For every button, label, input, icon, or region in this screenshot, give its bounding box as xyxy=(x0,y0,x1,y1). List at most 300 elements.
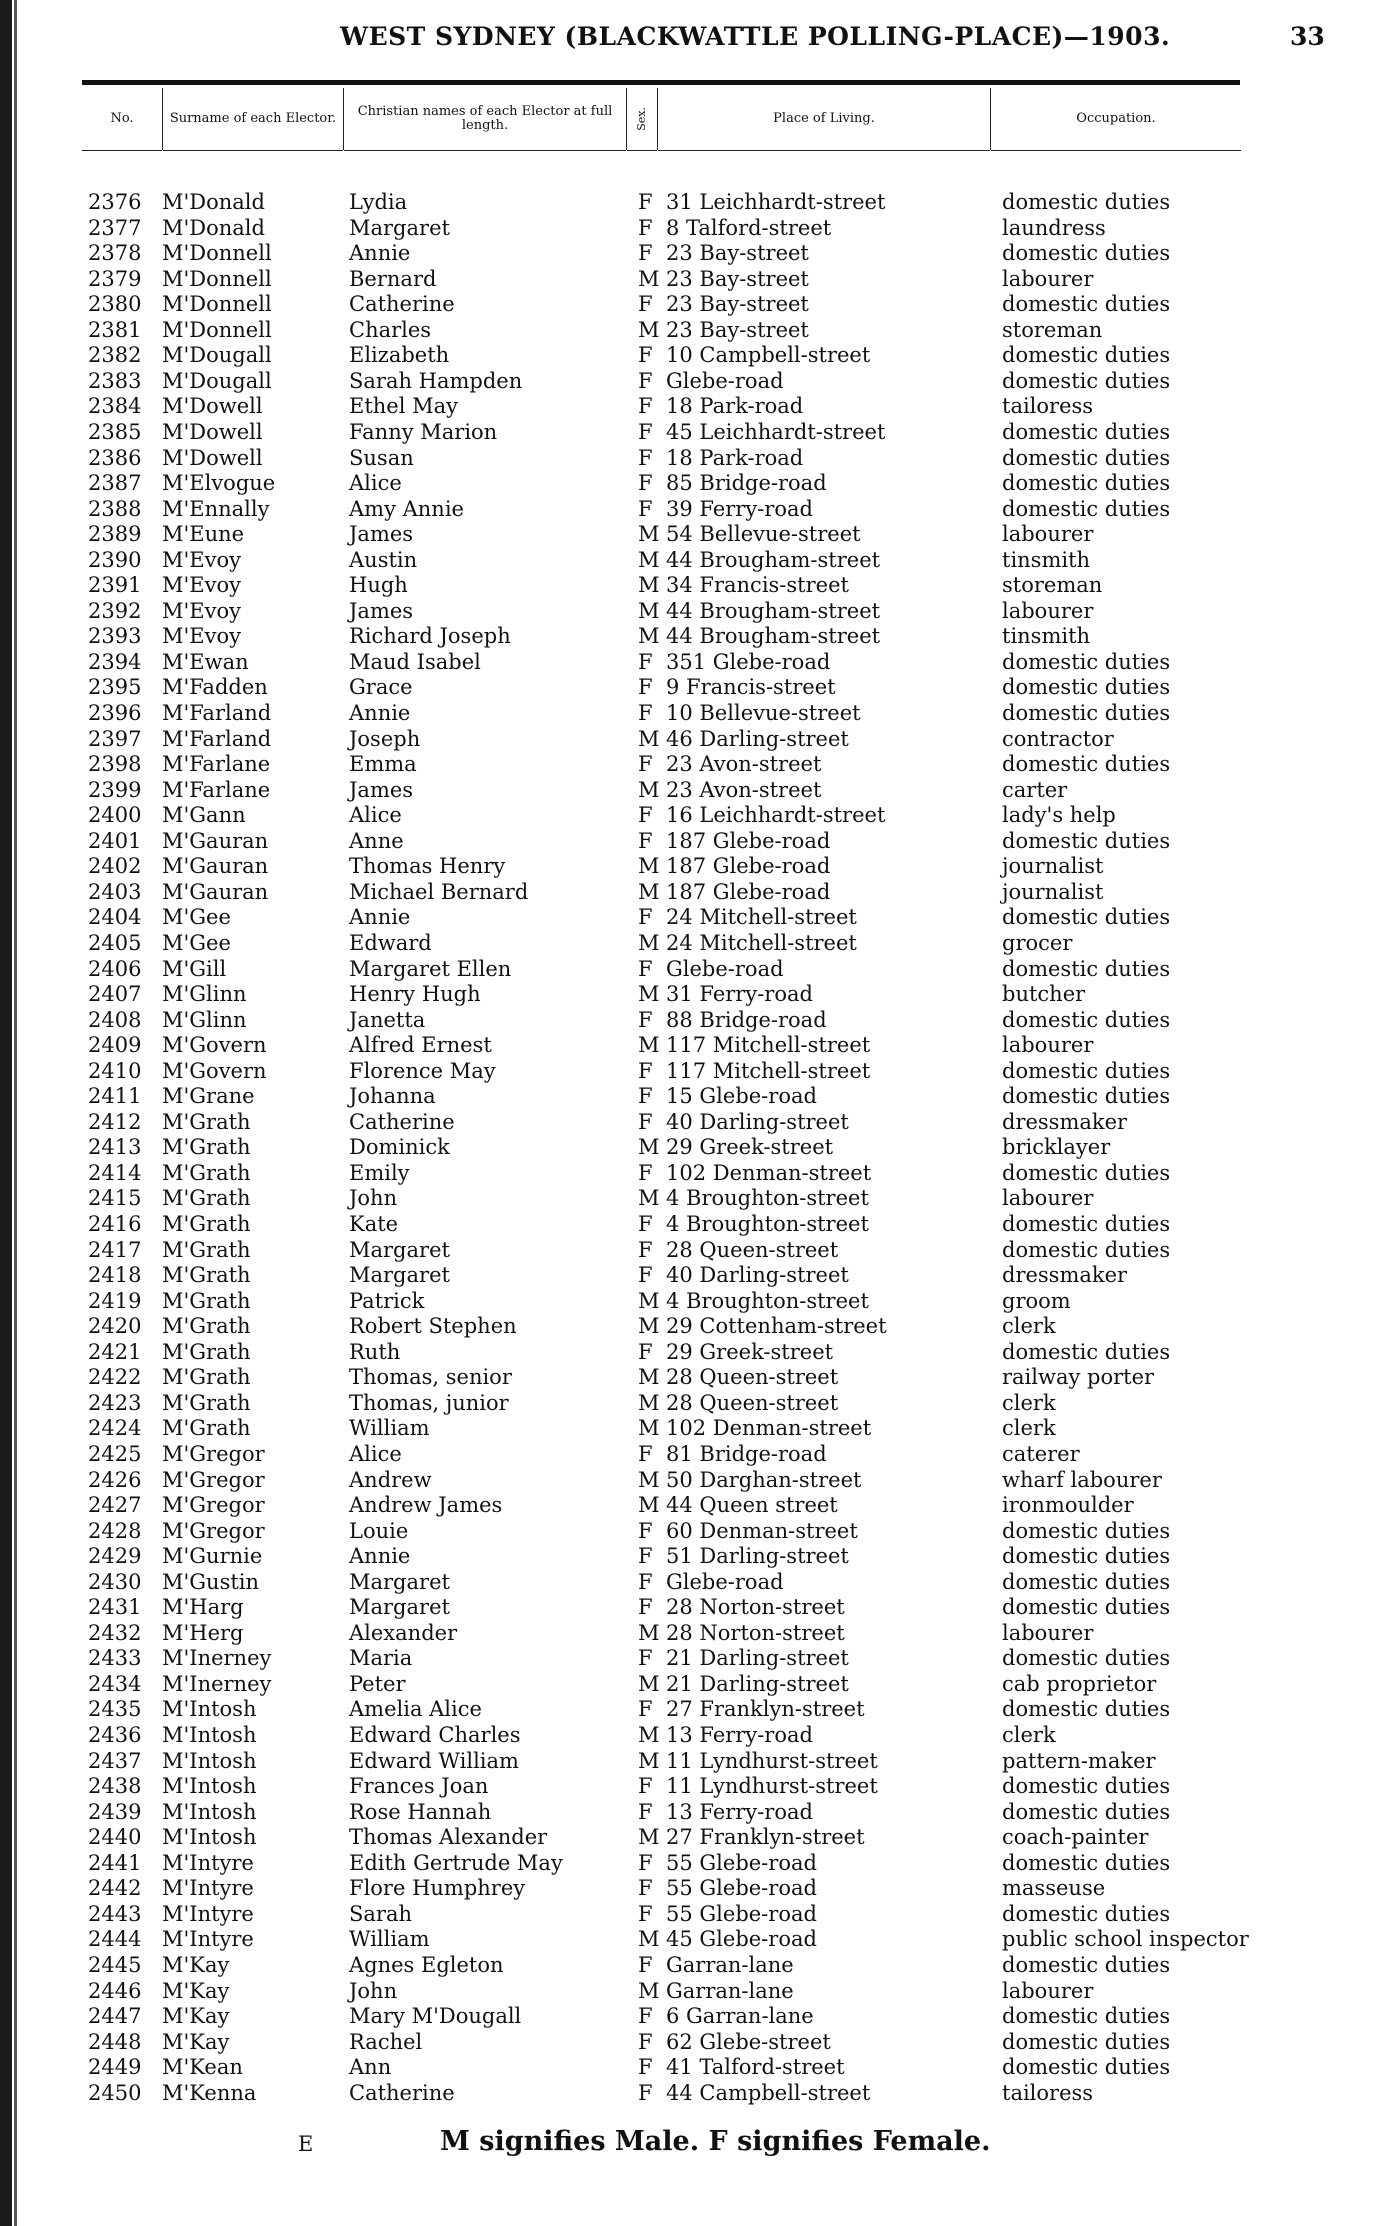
elector-place: 8 Talford-street xyxy=(666,215,832,240)
elector-sex: M xyxy=(638,1288,660,1313)
elector-place: 29 Greek-street xyxy=(666,1339,834,1364)
elector-christian-names: Annie xyxy=(349,1544,411,1569)
elector-sex: F xyxy=(638,905,653,930)
elector-place: 187 Glebe-road xyxy=(666,879,831,904)
elector-sex: F xyxy=(638,1569,653,1594)
elector-row xyxy=(0,1212,1382,1238)
elector-row xyxy=(0,1365,1382,1391)
elector-number: 2418 xyxy=(88,1263,142,1288)
elector-occupation: domestic duties xyxy=(1002,1237,1171,1262)
elector-surname: M'Evoy xyxy=(162,598,241,623)
elector-occupation: lady's help xyxy=(1002,803,1116,828)
elector-christian-names: Austin xyxy=(349,547,418,572)
elector-row xyxy=(0,1979,1382,2005)
elector-row xyxy=(0,2030,1382,2056)
elector-occupation: domestic duties xyxy=(1002,1774,1171,1799)
elector-christian-names: Elizabeth xyxy=(349,343,450,368)
elector-surname: M'Intosh xyxy=(162,1723,257,1747)
elector-christian-names: Bernard xyxy=(349,266,437,291)
elector-christian-names: Joseph xyxy=(349,726,421,751)
elector-surname: M'Grath xyxy=(162,1135,251,1160)
elector-sex: F xyxy=(638,1799,653,1824)
elector-place: 9 Francis-street xyxy=(666,675,836,700)
elector-occupation: journalist xyxy=(1002,854,1104,879)
elector-surname: M'Eune xyxy=(162,522,245,547)
elector-place: 23 Avon-street xyxy=(666,777,822,802)
elector-occupation: domestic duties xyxy=(1002,368,1171,393)
elector-surname: M'Dowell xyxy=(162,445,263,470)
elector-occupation: contractor xyxy=(1002,726,1114,751)
elector-sex: M xyxy=(638,879,660,904)
elector-occupation: labourer xyxy=(1002,1186,1094,1211)
elector-place: 85 Bridge-road xyxy=(666,471,827,496)
elector-number: 2396 xyxy=(88,701,142,725)
elector-surname: M'Intyre xyxy=(162,1850,254,1875)
elector-place: 21 Darling-street xyxy=(666,1646,849,1671)
elector-surname: M'Grane xyxy=(162,1084,255,1109)
elector-place: 351 Glebe-road xyxy=(666,649,831,674)
elector-surname: M'Intyre xyxy=(162,1901,254,1926)
elector-sex: M xyxy=(638,1365,660,1390)
elector-occupation: domestic duties xyxy=(1002,1160,1171,1185)
elector-christian-names: Sarah Hampden xyxy=(349,368,523,393)
elector-sex: F xyxy=(638,471,653,496)
elector-place: 29 Cottenham-street xyxy=(666,1314,887,1339)
col-header-surname: Surname of each Elector. xyxy=(163,88,343,151)
elector-row xyxy=(0,446,1382,472)
elector-sex: M xyxy=(638,317,660,342)
elector-surname: M'Grath xyxy=(162,1109,251,1134)
elector-occupation: tinsmith xyxy=(1002,547,1091,572)
elector-place: 44 Campbell-street xyxy=(666,2080,871,2105)
elector-number: 2446 xyxy=(88,1978,142,2003)
elector-christian-names: Maud Isabel xyxy=(349,649,481,674)
elector-row xyxy=(0,471,1382,497)
elector-surname: M'Inerney xyxy=(162,1671,272,1696)
elector-place: 27 Franklyn-street xyxy=(666,1697,865,1722)
elector-number: 2439 xyxy=(88,1799,142,1824)
elector-row xyxy=(0,343,1382,369)
elector-row xyxy=(0,1646,1382,1672)
elector-place: 62 Glebe-street xyxy=(666,2029,831,2054)
elector-place: 187 Glebe-road xyxy=(666,854,831,879)
elector-sex: M xyxy=(638,266,660,291)
elector-occupation: domestic duties xyxy=(1002,905,1171,930)
elector-place: 31 Ferry-road xyxy=(666,982,813,1007)
elector-row xyxy=(0,1493,1382,1519)
elector-christian-names: Alice xyxy=(349,1441,402,1466)
elector-number: 2428 xyxy=(88,1518,142,1543)
elector-surname: M'Donald xyxy=(162,215,265,240)
elector-number: 2395 xyxy=(88,675,142,700)
elector-place: 39 Ferry-road xyxy=(666,496,813,521)
elector-occupation: groom xyxy=(1002,1288,1071,1313)
elector-surname: M'Harg xyxy=(162,1595,244,1620)
elector-christian-names: John xyxy=(349,1186,398,1211)
elector-place: 27 Franklyn-street xyxy=(666,1825,865,1850)
elector-occupation: dressmaker xyxy=(1002,1263,1128,1288)
elector-christian-names: Ethel May xyxy=(349,394,458,419)
elector-row xyxy=(0,1186,1382,1212)
elector-place: 4 Broughton-street xyxy=(666,1186,869,1211)
elector-row xyxy=(0,573,1382,599)
elector-row xyxy=(0,292,1382,318)
elector-number: 2449 xyxy=(88,2055,142,2080)
elector-row xyxy=(0,1519,1382,1545)
elector-number: 2397 xyxy=(88,726,142,751)
elector-surname: M'Grath xyxy=(162,1263,251,1288)
elector-christian-names: Grace xyxy=(349,675,413,700)
elector-occupation: clerk xyxy=(1002,1723,1056,1747)
elector-christian-names: Annie xyxy=(349,701,411,725)
elector-place: 10 Campbell-street xyxy=(666,343,871,368)
elector-occupation: wharf labourer xyxy=(1002,1467,1162,1492)
elector-row xyxy=(0,1749,1382,1775)
elector-row xyxy=(0,1621,1382,1647)
elector-place: 23 Bay-street xyxy=(666,292,809,317)
elector-occupation: domestic duties xyxy=(1002,1544,1171,1569)
elector-number: 2442 xyxy=(88,1876,142,1901)
elector-surname: M'Donald xyxy=(162,190,265,214)
elector-occupation: storeman xyxy=(1002,573,1103,598)
elector-number: 2445 xyxy=(88,1952,142,1977)
elector-row xyxy=(0,2004,1382,2030)
elector-surname: M'Dowell xyxy=(162,419,263,444)
elector-christian-names: Flore Humphrey xyxy=(349,1876,526,1901)
elector-sex: M xyxy=(638,1314,660,1339)
elector-sex: M xyxy=(638,1186,660,1211)
elector-number: 2403 xyxy=(88,879,142,904)
elector-occupation: tinsmith xyxy=(1002,624,1091,649)
elector-surname: M'Grath xyxy=(162,1314,251,1339)
elector-place: 21 Darling-street xyxy=(666,1671,849,1696)
elector-occupation: domestic duties xyxy=(1002,1901,1171,1926)
elector-christian-names: Alfred Ernest xyxy=(349,1033,492,1058)
elector-christian-names: Margaret Ellen xyxy=(349,956,512,981)
elector-christian-names: Rose Hannah xyxy=(349,1799,492,1824)
page-number: 33 xyxy=(1290,22,1325,51)
elector-row xyxy=(0,1697,1382,1723)
elector-surname: M'Gann xyxy=(162,803,246,828)
elector-place: 40 Darling-street xyxy=(666,1109,849,1134)
elector-place: 88 Bridge-road xyxy=(666,1007,827,1032)
elector-christian-names: Emma xyxy=(349,752,417,777)
elector-surname: M'Herg xyxy=(162,1620,244,1645)
elector-place: 54 Bellevue-street xyxy=(666,522,861,547)
elector-occupation: domestic duties xyxy=(1002,1799,1171,1824)
elector-christian-names: Margaret xyxy=(349,1263,450,1288)
elector-occupation: laundress xyxy=(1002,215,1106,240)
elector-surname: M'Donnell xyxy=(162,241,272,266)
elector-surname: M'Dougall xyxy=(162,368,272,393)
elector-number: 2401 xyxy=(88,828,142,853)
elector-row xyxy=(0,1059,1382,1085)
elector-sex: F xyxy=(638,241,653,266)
elector-row xyxy=(0,1110,1382,1136)
elector-occupation: grocer xyxy=(1002,930,1073,955)
elector-sex: M xyxy=(638,522,660,547)
elector-row xyxy=(0,522,1382,548)
elector-place: 23 Bay-street xyxy=(666,266,809,291)
elector-place: 50 Darghan-street xyxy=(666,1467,862,1492)
elector-place: 13 Ferry-road xyxy=(666,1723,813,1747)
elector-christian-names: Catherine xyxy=(349,2080,455,2105)
elector-christian-names: Rachel xyxy=(349,2029,423,2054)
elector-row xyxy=(0,318,1382,344)
elector-occupation: domestic duties xyxy=(1002,471,1171,496)
elector-number: 2422 xyxy=(88,1365,142,1390)
elector-christian-names: Emily xyxy=(349,1160,410,1185)
elector-number: 2386 xyxy=(88,445,142,470)
elector-occupation: public school inspector xyxy=(1002,1927,1249,1952)
elector-occupation: labourer xyxy=(1002,1620,1094,1645)
elector-sex: M xyxy=(638,982,660,1007)
elector-surname: M'Kenna xyxy=(162,2080,257,2105)
elector-place: 81 Bridge-road xyxy=(666,1441,827,1466)
elector-sex: F xyxy=(638,2055,653,2080)
elector-number: 2384 xyxy=(88,394,142,419)
elector-row xyxy=(0,752,1382,778)
elector-number: 2427 xyxy=(88,1493,142,1518)
elector-place: 6 Garran-lane xyxy=(666,2004,814,2029)
elector-surname: M'Grath xyxy=(162,1365,251,1390)
elector-occupation: clerk xyxy=(1002,1416,1056,1441)
elector-christian-names: Sarah xyxy=(349,1901,412,1926)
elector-occupation: carter xyxy=(1002,777,1068,802)
elector-occupation: dressmaker xyxy=(1002,1109,1128,1134)
elector-christian-names: Anne xyxy=(349,828,404,853)
elector-occupation: domestic duties xyxy=(1002,2029,1171,2054)
elector-number: 2385 xyxy=(88,419,142,444)
elector-christian-names: Catherine xyxy=(349,292,455,317)
elector-place: 18 Park-road xyxy=(666,394,804,419)
elector-number: 2440 xyxy=(88,1825,142,1850)
elector-number: 2408 xyxy=(88,1007,142,1032)
elector-christian-names: Alice xyxy=(349,471,402,496)
elector-place: 4 Broughton-street xyxy=(666,1288,869,1313)
elector-occupation: labourer xyxy=(1002,522,1094,547)
elector-christian-names: Edith Gertrude May xyxy=(349,1850,563,1875)
elector-row xyxy=(0,1008,1382,1034)
elector-christian-names: Robert Stephen xyxy=(349,1314,517,1339)
elector-sex: F xyxy=(638,2004,653,2029)
elector-christian-names: Margaret xyxy=(349,215,450,240)
elector-surname: M'Donnell xyxy=(162,292,272,317)
elector-surname: M'Grath xyxy=(162,1186,251,1211)
elector-row xyxy=(0,1876,1382,1902)
elector-occupation: domestic duties xyxy=(1002,1084,1171,1109)
elector-sex: F xyxy=(638,752,653,777)
elector-occupation: domestic duties xyxy=(1002,1569,1171,1594)
elector-christian-names: Margaret xyxy=(349,1595,450,1620)
elector-sex: F xyxy=(638,1109,653,1134)
elector-christian-names: Edward Charles xyxy=(349,1723,521,1747)
elector-christian-names: Henry Hugh xyxy=(349,982,481,1007)
elector-number: 2432 xyxy=(88,1620,142,1645)
elector-occupation: domestic duties xyxy=(1002,1697,1171,1722)
elector-sex: F xyxy=(638,1237,653,1262)
elector-sex: M xyxy=(638,1620,660,1645)
elector-occupation: domestic duties xyxy=(1002,675,1171,700)
elector-sex: F xyxy=(638,956,653,981)
elector-occupation: labourer xyxy=(1002,1033,1094,1058)
elector-place: Garran-lane xyxy=(666,1952,794,1977)
elector-place: 55 Glebe-road xyxy=(666,1901,817,1926)
elector-sex: M xyxy=(638,930,660,955)
elector-sex: M xyxy=(638,1390,660,1415)
elector-sex: F xyxy=(638,1646,653,1671)
elector-row xyxy=(0,2055,1382,2081)
elector-number: 2391 xyxy=(88,573,142,598)
elector-sex: F xyxy=(638,1339,653,1364)
elector-row xyxy=(0,1314,1382,1340)
elector-number: 2434 xyxy=(88,1671,142,1696)
col-header-no: No. xyxy=(82,88,162,151)
elector-number: 2424 xyxy=(88,1416,142,1441)
elector-place: 60 Denman-street xyxy=(666,1518,858,1543)
elector-christian-names: Johanna xyxy=(349,1084,436,1109)
elector-number: 2444 xyxy=(88,1927,142,1952)
elector-place: 45 Glebe-road xyxy=(666,1927,817,1952)
elector-number: 2447 xyxy=(88,2004,142,2029)
elector-number: 2383 xyxy=(88,368,142,393)
elector-sex: F xyxy=(638,292,653,317)
elector-row xyxy=(0,778,1382,804)
elector-row xyxy=(0,1135,1382,1161)
elector-surname: M'Grath xyxy=(162,1416,251,1441)
elector-surname: M'Kay xyxy=(162,2029,230,2054)
elector-christian-names: Amelia Alice xyxy=(349,1697,482,1722)
elector-surname: M'Farland xyxy=(162,726,272,751)
elector-place: 28 Queen-street xyxy=(666,1237,839,1262)
elector-surname: M'Evoy xyxy=(162,573,241,598)
elector-sex: M xyxy=(638,1825,660,1850)
elector-occupation: labourer xyxy=(1002,1978,1094,2003)
elector-surname: M'Farlane xyxy=(162,752,271,777)
elector-row xyxy=(0,1263,1382,1289)
elector-surname: M'Gee xyxy=(162,905,231,930)
elector-surname: M'Intosh xyxy=(162,1799,257,1824)
elector-row xyxy=(0,1672,1382,1698)
elector-row xyxy=(0,727,1382,753)
elector-christian-names: Michael Bernard xyxy=(349,879,529,904)
elector-christian-names: Janetta xyxy=(349,1007,426,1032)
elector-row xyxy=(0,216,1382,242)
elector-surname: M'Gauran xyxy=(162,879,269,904)
elector-christian-names: Alice xyxy=(349,803,402,828)
elector-sex: F xyxy=(638,445,653,470)
col-header-sex xyxy=(627,88,657,151)
elector-row xyxy=(0,1851,1382,1877)
elector-surname: M'Intosh xyxy=(162,1748,257,1773)
elector-occupation: domestic duties xyxy=(1002,1952,1171,1977)
elector-sex: F xyxy=(638,1595,653,1620)
elector-occupation: coach-painter xyxy=(1002,1825,1149,1850)
elector-sex: F xyxy=(638,1518,653,1543)
elector-place: 40 Darling-street xyxy=(666,1263,849,1288)
elector-number: 2421 xyxy=(88,1339,142,1364)
signature-mark: E xyxy=(298,2132,314,2156)
elector-christian-names: Louie xyxy=(349,1518,409,1543)
elector-number: 2410 xyxy=(88,1058,142,1083)
elector-place: 23 Bay-street xyxy=(666,241,809,266)
elector-row xyxy=(0,1953,1382,1979)
elector-occupation: domestic duties xyxy=(1002,419,1171,444)
elector-sex: F xyxy=(638,1058,653,1083)
elector-surname: M'Kay xyxy=(162,2004,230,2029)
elector-surname: M'Donnell xyxy=(162,266,272,291)
elector-sex: F xyxy=(638,701,653,725)
elector-occupation: domestic duties xyxy=(1002,1339,1171,1364)
elector-sex: M xyxy=(638,1723,660,1747)
elector-sex: M xyxy=(638,1927,660,1952)
elector-number: 2436 xyxy=(88,1723,142,1747)
elector-number: 2419 xyxy=(88,1288,142,1313)
elector-number: 2389 xyxy=(88,522,142,547)
elector-occupation: domestic duties xyxy=(1002,1007,1171,1032)
elector-surname: M'Grath xyxy=(162,1160,251,1185)
elector-sex: F xyxy=(638,828,653,853)
elector-row xyxy=(0,829,1382,855)
elector-row xyxy=(0,1391,1382,1417)
elector-place: 55 Glebe-road xyxy=(666,1850,817,1875)
elector-place: 10 Bellevue-street xyxy=(666,701,861,725)
elector-number: 2417 xyxy=(88,1237,142,1262)
elector-number: 2409 xyxy=(88,1033,142,1058)
elector-sex: F xyxy=(638,675,653,700)
elector-surname: M'Inerney xyxy=(162,1646,272,1671)
elector-surname: M'Grath xyxy=(162,1339,251,1364)
elector-sex: F xyxy=(638,1263,653,1288)
elector-christian-names: Dominick xyxy=(349,1135,450,1160)
elector-number: 2412 xyxy=(88,1109,142,1134)
elector-place: 15 Glebe-road xyxy=(666,1084,817,1109)
elector-row xyxy=(0,1774,1382,1800)
elector-surname: M'Glinn xyxy=(162,1007,247,1032)
elector-occupation: domestic duties xyxy=(1002,828,1171,853)
elector-row xyxy=(0,369,1382,395)
elector-christian-names: Frances Joan xyxy=(349,1774,489,1799)
elector-place: 45 Leichhardt-street xyxy=(666,419,886,444)
elector-number: 2429 xyxy=(88,1544,142,1569)
elector-surname: M'Intyre xyxy=(162,1876,254,1901)
elector-place: Garran-lane xyxy=(666,1978,794,2003)
elector-row xyxy=(0,982,1382,1008)
col-header-occupation: Occupation. xyxy=(991,88,1241,151)
elector-christian-names: James xyxy=(349,777,414,802)
elector-surname: M'Grath xyxy=(162,1390,251,1415)
elector-sex: F xyxy=(638,1774,653,1799)
elector-christian-names: Edward xyxy=(349,930,432,955)
elector-place: 13 Ferry-road xyxy=(666,1799,813,1824)
elector-surname: M'Elvogue xyxy=(162,471,276,496)
elector-row xyxy=(0,1161,1382,1187)
elector-row xyxy=(0,650,1382,676)
elector-number: 2413 xyxy=(88,1135,142,1160)
elector-occupation: domestic duties xyxy=(1002,701,1171,725)
elector-number: 2411 xyxy=(88,1084,142,1109)
elector-number: 2435 xyxy=(88,1697,142,1722)
elector-occupation: domestic duties xyxy=(1002,343,1171,368)
elector-row xyxy=(0,1544,1382,1570)
elector-christian-names: Edward William xyxy=(349,1748,519,1773)
page-footer xyxy=(0,2122,1382,2162)
elector-surname: M'Kay xyxy=(162,1952,230,1977)
elector-number: 2376 xyxy=(88,190,142,214)
elector-surname: M'Gregor xyxy=(162,1493,265,1518)
elector-christian-names: Andrew xyxy=(349,1467,432,1492)
elector-sex: M xyxy=(638,854,660,879)
